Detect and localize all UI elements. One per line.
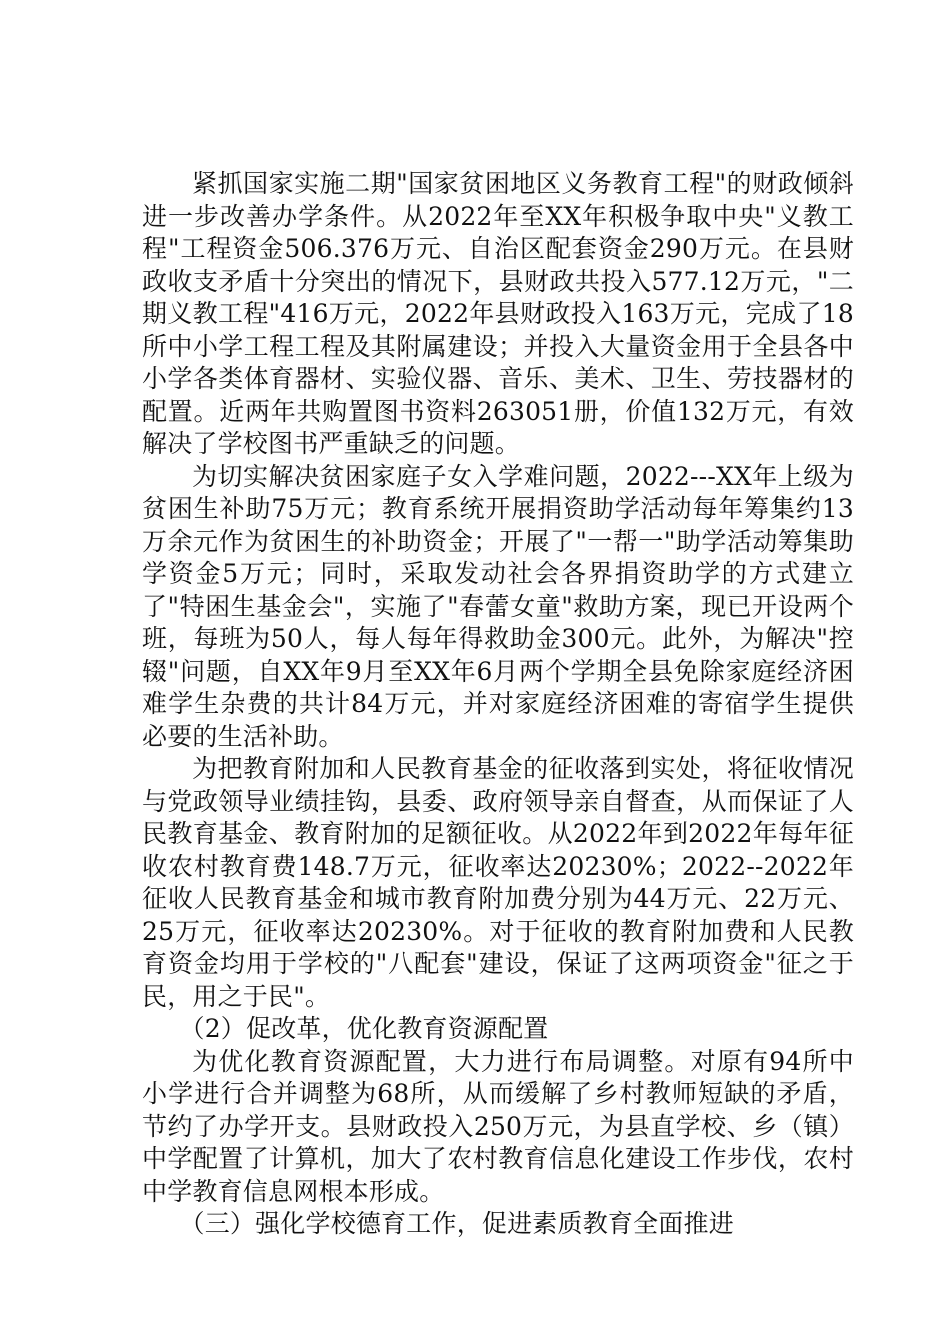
paragraph-resource-allocation: 为优化教育资源配置，大力进行布局调整。对原有94所中小学进行合并调整为68所，从而缓解了乡村教师短缺的矛盾，节约了办学开支。县财政投入250万元，为县直学校、乡（镇）中学配置了计算机，加大了农村教育信息化建设工作步伐，农村中学教育信息网根本形成。 [142, 1046, 854, 1206]
section-heading-moral-education: （三）强化学校德育工作，促进素质教育全面推进 [179, 1209, 734, 1238]
section-heading-reform: （2）促改革，优化教育资源配置 [179, 1014, 549, 1043]
paragraph-education-fund-collection: 为把教育附加和人民教育基金的征收落到实处，将征收情况与党政领导业绩挂钩，县委、政府领导亲自督查，从而保证了人民教育基金、教育附加的足额征收。从2022年到2022年每年征收农村教育费148.7万元，征收率达20230%；2022--2022年征收人民教育基金和城市教育附加费分别为44万元、22万元、25万元，征收率达20230%。对于征收的教育附加费和人民教育资金均用于学校的"八配套"建设，保证了这两项资金"征之于民，用之于民"。 [142, 754, 854, 1011]
paragraph-poor-student-aid: 为切实解决贫困家庭子女入学难问题，2022---XX年上级为贫困生补助75万元；教育系统开展捐资助学活动每年筹集约13万余元作为贫困生的补助资金；开展了"一帮一"助学活动筹集助学资金5万元；同时，采取发动社会各界捐资助学的方式建立了"特困生基金会"，实施了"春蕾女童"救助方案，现已开设两个班，每班为50人，每人每年得救助金300元。此外，为解决"控辍"问题，自XX年9月至XX年6月两个学期全县免除家庭经济困难学生杂费的共计84万元，并对家庭经济困难的寄宿学生提供必要的生活补助。 [142, 461, 854, 751]
document-body [142, 168, 854, 1241]
paragraph-school-conditions: 紧抓国家实施二期"国家贫困地区义务教育工程"的财政倾斜进一步改善办学条件。从2022年至XX年积极争取中央"义教工程"工程资金506.376万元、自治区配套资金290万元。在县财政收支矛盾十分突出的情况下，县财政共投入577.12万元，"二期义教工程"416万元，2022年县财政投入163万元，完成了18所中小学工程工程及其附属建设；并投入大量资金用于全县各中小学各类体育器材、实验仪器、音乐、美术、卫生、劳技器材的配置。近两年共购置图书资料263051册，价值132万元，有效解决了学校图书严重缺乏的问题。 [142, 169, 854, 458]
